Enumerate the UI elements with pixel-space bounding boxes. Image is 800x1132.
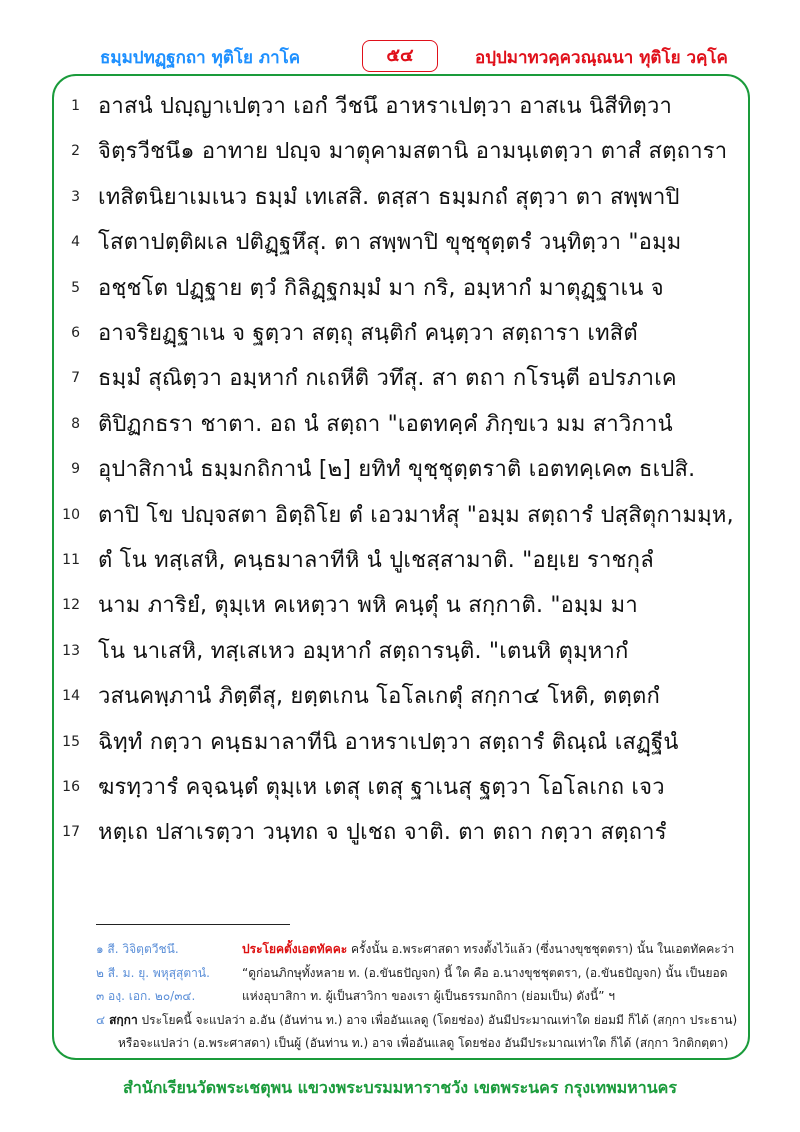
line-number: 14 [62,688,80,705]
line-number: 13 [62,642,80,659]
line-text: อาสนํ ปญฺญาเปตฺวา เอกํ วีชนึ อาหราเปตฺวา อาสเน นิสีทิตฺวา [98,94,673,119]
footnote-text: ประโยคนี้ จะแปลว่า อ.อัน (อันท่าน ท.) อาจ เพื่ออันแลดู (โดยช่อง) อันมีประมาณเท่าใด ย่อมมี ก็ได้ (สกฺกา ประธาน) [137,1012,738,1027]
book-title: ธมฺมปทฏฺฐกถา ทุติโย ภาโค [100,48,301,68]
line-text: โสตาปตฺติผเล ปติฏฺฐหึสุ. ตา สพฺพาปิ ขุชฺชุตฺตรํ วนฺทิตฺวา "อมฺม [98,230,682,256]
footnote [96,964,746,983]
line-number: 2 [71,143,80,160]
text-line [60,358,740,396]
text-line [60,631,740,669]
line-number: 1 [71,98,80,114]
line-text: หตฺเถ ปสาเรตฺวา วนฺทถ จ ปูเชถ จาติ. ตา ตถา กตฺวา สตฺถารํ [98,820,667,846]
line-number: 17 [62,824,80,841]
footnote-text: แห่งอุบาสิกา ท. ผู้เป็นสาวิกา ของเรา ผู้เป็นธรรมกถิกา (ย่อมเป็น) ดังนี้” ฯ [242,989,615,1003]
line-number: 6 [71,325,80,341]
footnote-marker: ๑ สี. วิจิตฺตวีชนึ. [96,942,179,956]
line-text: ตาปิ โข ปญฺจสตา อิตฺถิโย ตํ เอวมาหํสุ "อมฺม สตฺถารํ ปสฺสิตุกามมฺห, [98,502,734,528]
line-text: โน นาเสหิ, ทสฺเสเหว อมฺหากํ สตฺถารนฺติ. "เตนหิ ตุมฺหากํ [98,638,629,664]
page-number: ๕๔ [362,40,438,72]
line-number: 3 [71,188,80,205]
text-line [60,676,740,714]
text-line [60,495,740,533]
footer-institution: สำนักเรียนวัดพระเชตุพน แขวงพระบรมมหาราชวัง เขตพระนคร กรุงเทพมหานคร [123,1078,677,1097]
line-number: 10 [62,506,80,523]
line-number: 11 [62,552,80,568]
text-line [60,268,740,306]
line-number: 8 [71,415,80,432]
line-text: เทสิตนิยาเมเนว ธมฺมํ เทเสสิ. ตสฺสา ธมฺมกถํ สุตฺวา ตา สพฺพาปิ [98,184,680,210]
footnote [118,1034,768,1053]
text-line [60,86,740,124]
text-line [60,812,740,850]
footnote-divider [96,924,290,925]
footnote-lead: ประโยคตั้งเอตทัคคะ [242,942,348,956]
line-text: อชฺชโต ปฏฺฐาย ตฺวํ กิลิฏฺฐกมฺมํ มา กริ, อมฺหากํ มาตุฏฺฐาเน จ [98,275,664,301]
text-line [60,449,740,487]
line-number: 16 [62,779,80,795]
chapter-title: อปฺปมาทวคฺควณฺณนา ทุติโย วคฺโค [475,48,728,68]
line-text: ฉิทฺทํ กตฺวา คนฺธมาลาทีนิ อาหราเปตฺวา สตฺถารํ ติณฺณํ เสฏฺฐีนํ [98,729,679,755]
footnote-lead: สกฺกา [109,1012,138,1027]
line-text: ฆรทฺวารํ คจฺฉนฺตํ ตุมฺเห เตสุ เตสุ ฐาเนสุ ฐตฺวา โอโลเกถ เจว [98,775,665,800]
line-number: 4 [71,234,80,251]
line-number: 15 [62,733,80,750]
line-number: 5 [71,279,80,296]
text-line [60,585,740,623]
line-number: 9 [71,461,80,478]
text-line [60,313,740,351]
footnote [96,1011,746,1030]
text-line [60,177,740,215]
line-number: 7 [71,370,80,387]
line-text: ธมฺมํ สุณิตฺวา อมฺหากํ กเถหีติ วทึสุ. สา ตถา กโรนฺตี อปรภาเค [98,366,677,392]
footnote-text: หรือจะแปลว่า (อ.พระศาสดา) เป็นผู้ (อันท่าน ท.) อาจ เพื่ออันแลดู โดยช่อง อันมีประมาณเท่าใด ก็ได้ (สกฺกา วิกติกตฺตา) [118,1036,729,1050]
footnote-marker: ๔ [96,1012,106,1027]
line-text: จิตฺรวีชนึ๑ อาทาย ปญฺจ มาตุคามสตานิ อามนฺเตตฺวา ตาสํ สตฺถารา [98,139,728,165]
footnote [96,987,746,1006]
footnote-marker: ๒ สี. ม. ยุ. พหุสฺสุตานํ. [96,965,210,980]
line-text: ตํ โน ทสฺเสหิ, คนฺธมาลาทีหิ นํ ปูเชสฺสามาติ. "อยฺเย ราชกุลํ [98,548,654,573]
line-text: วสนคพฺภานํ ภิตฺตีสุ, ยตฺตเกน โอโลเกตุํ สกฺกา๔ โหติ, ตตฺตกํ [98,684,661,710]
footnote-text: ครั้งนั้น อ.พระศาสดา ทรงตั้งไว้แล้ว (ซึ่งนางขุชชุตตรา) นั้น ในเอตทัคคะว่า [347,942,735,956]
footnote [96,940,746,959]
line-text: อุปาสิกานํ ธมฺมกถิกานํ [๒] ยทิทํ ขุชฺชุตฺตราติ เอตทคฺเค๓ ธเปสิ. [98,457,696,483]
text-line [60,722,740,760]
footnote-marker: ๓ องฺ. เอก. ๒๐/๓๔. [96,989,196,1003]
text-line [60,131,740,169]
line-text: อาจริยฏฺฐาเน จ ฐตฺวา สตฺถุ สนฺติกํ คนฺตฺวา สตฺถารา เทสิตํ [98,321,638,346]
text-line [60,767,740,805]
text-line [60,404,740,442]
line-text: ติปิฏกธรา ชาตา. อถ นํ สตฺถา "เอตทคฺคํ ภิกฺขเว มม สาวิกานํ [98,411,673,437]
text-line [60,540,740,578]
line-text: นาม ภาริยํ, ตุมฺเห คเหตฺวา พหิ คนฺตุํ น สกฺกาติ. "อมฺม มา [98,593,638,619]
text-line [60,222,740,260]
line-number: 12 [62,597,80,614]
footnote-text: “ดูก่อนภิกษุทั้งหลาย ท. (อ.ขันธปัญจก) นี้ ใด คือ อ.นางขุชชุตตรา, (อ.ขันธปัญจก) นั้น เป็นยอด [242,965,728,980]
